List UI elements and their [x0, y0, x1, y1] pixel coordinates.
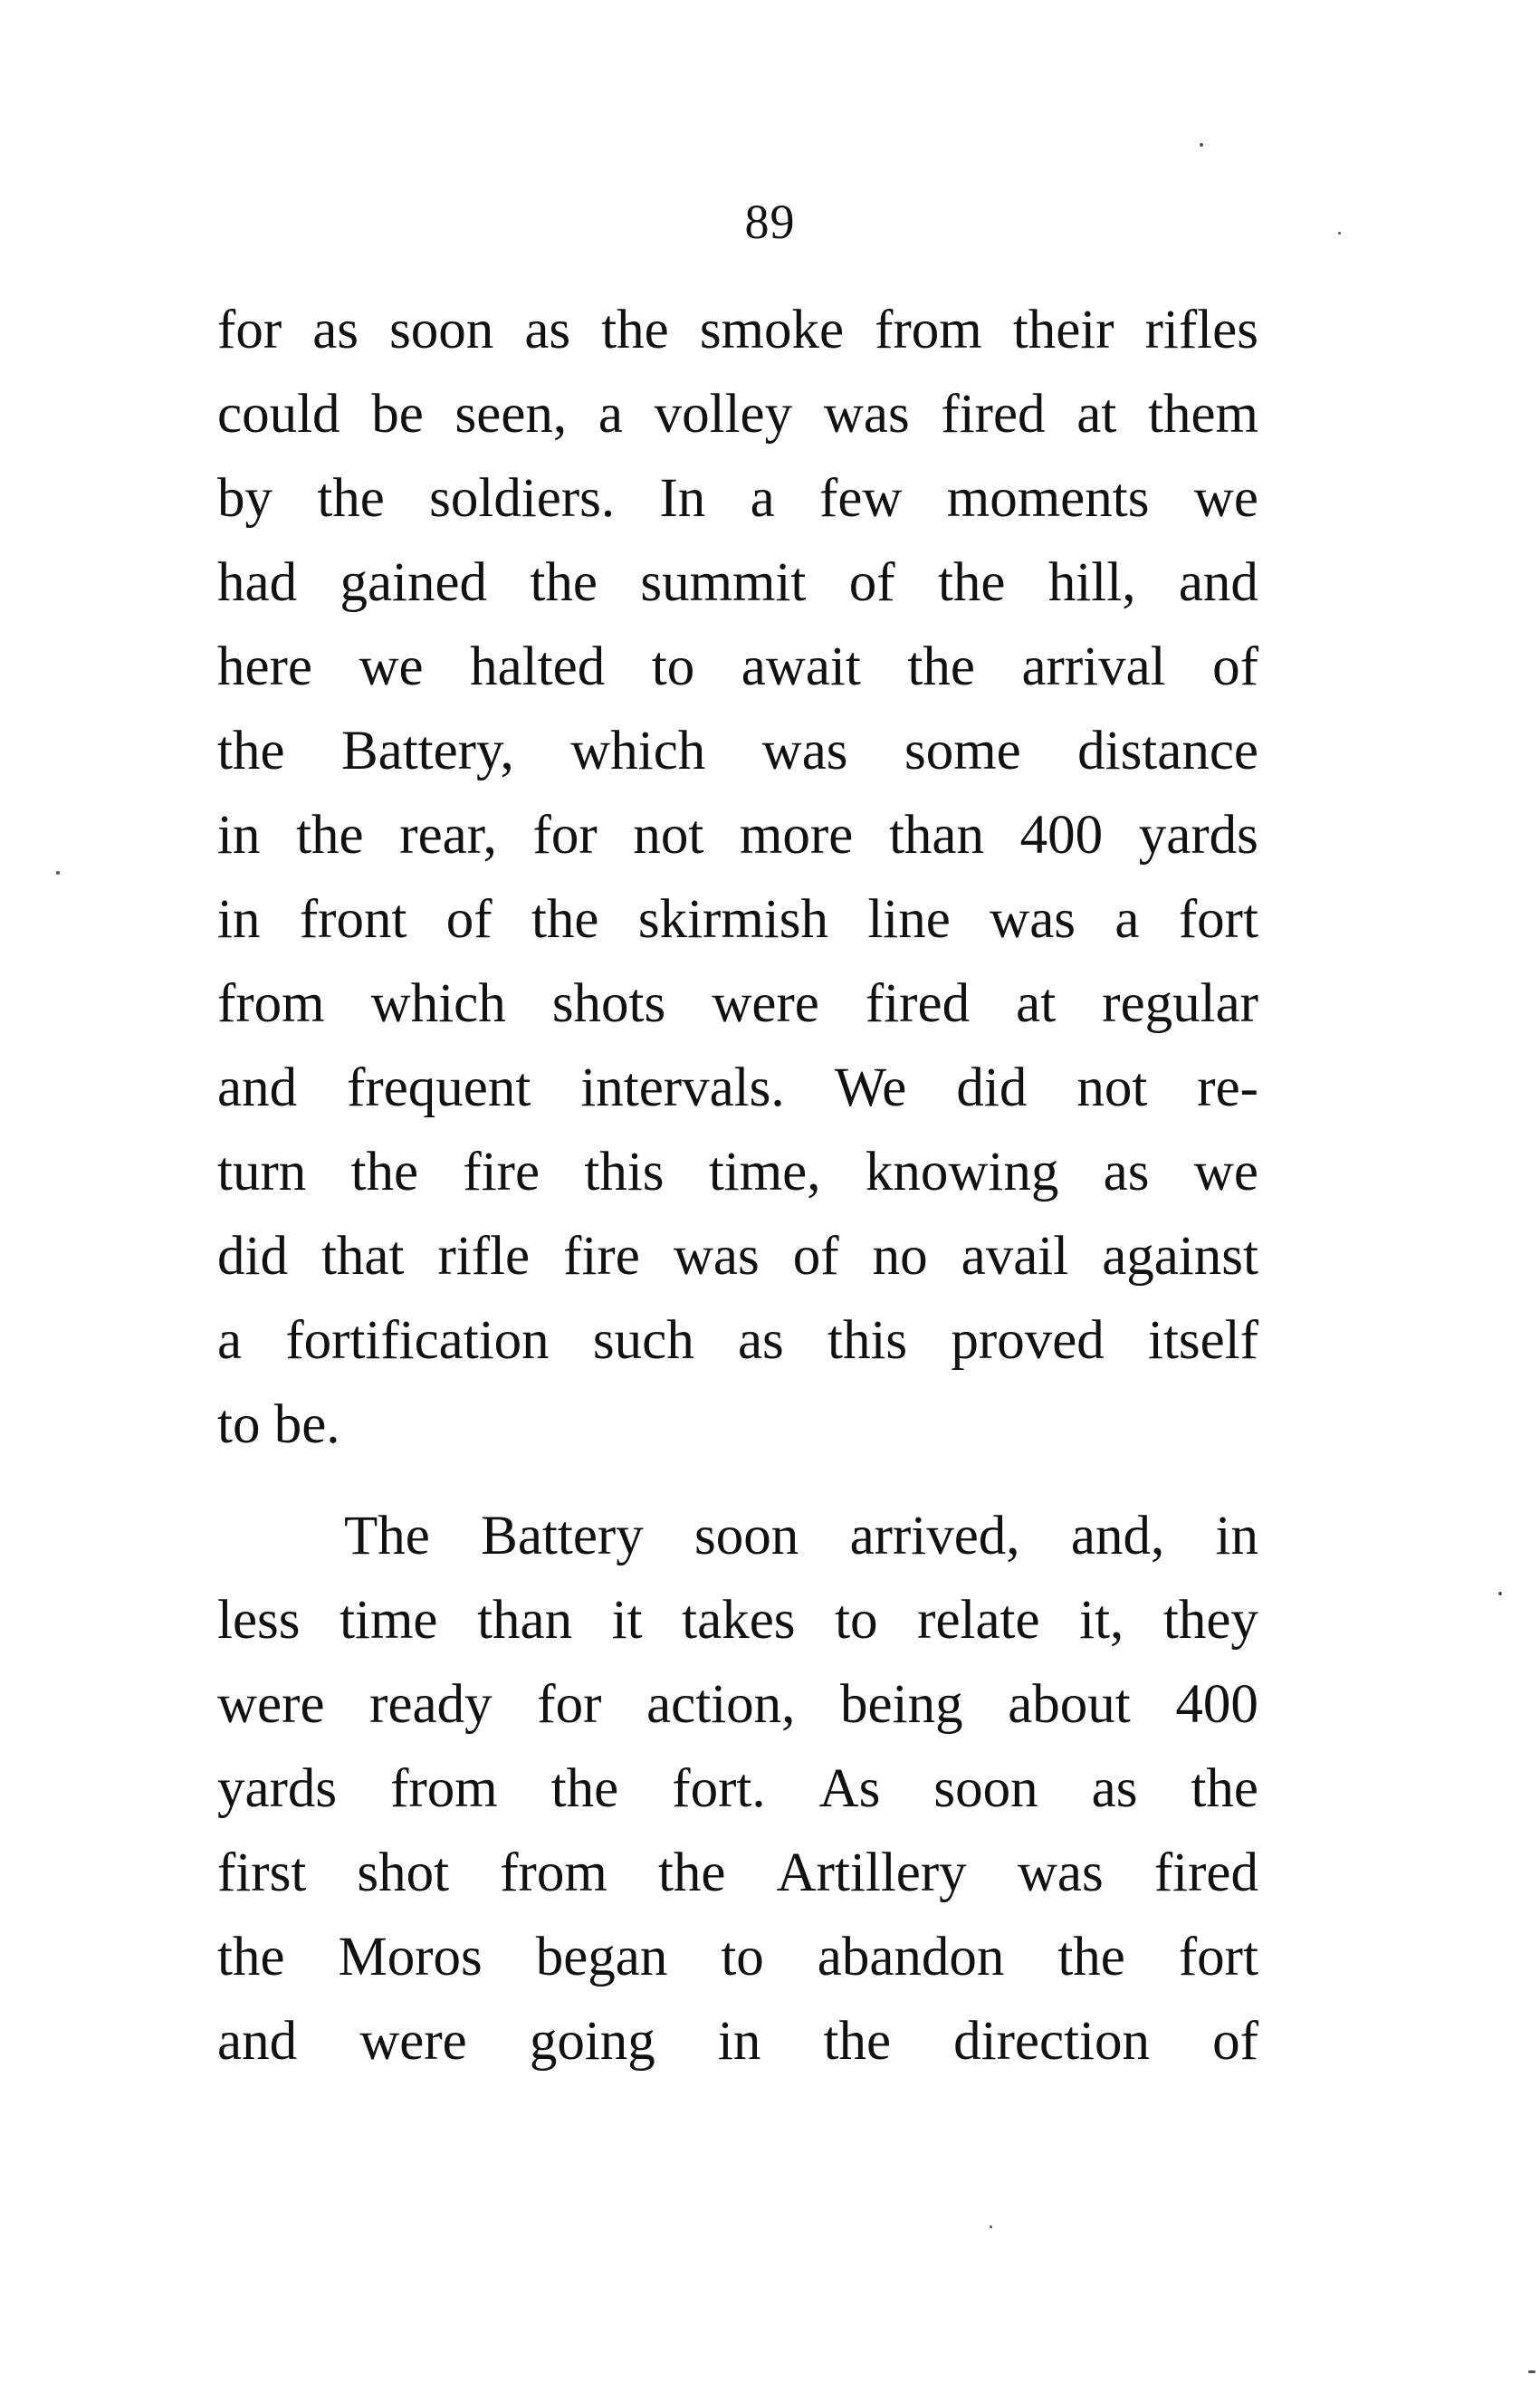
word: soon — [933, 1758, 1038, 1819]
word: gained — [340, 552, 488, 613]
paragraph-gap — [217, 1467, 1258, 1494]
word: fire — [563, 1226, 640, 1287]
word: could — [217, 384, 340, 445]
word: In — [659, 468, 706, 529]
word: knowing — [865, 1142, 1059, 1202]
word: Battery, — [340, 721, 514, 781]
word: the — [217, 721, 285, 781]
word: going — [529, 2011, 655, 2072]
word: takes — [682, 1590, 796, 1651]
scan-speck — [56, 871, 60, 875]
word: yards — [217, 1758, 338, 1819]
word: and — [1178, 552, 1258, 613]
word: to — [721, 1927, 764, 1987]
word: be — [371, 384, 424, 445]
word: fired — [865, 973, 971, 1034]
word: about — [1008, 1674, 1131, 1735]
word: the — [317, 468, 385, 529]
word: this — [827, 1310, 908, 1371]
word: await — [741, 637, 861, 697]
word: we — [1193, 468, 1258, 529]
word: which — [370, 973, 506, 1034]
word: fortification — [285, 1310, 550, 1371]
text-line — [217, 1298, 1258, 1383]
word: was — [673, 1226, 760, 1287]
word: of — [848, 552, 895, 613]
word: ready — [369, 1674, 493, 1735]
word: as — [1103, 1142, 1150, 1202]
text-line — [217, 962, 1258, 1046]
word: re- — [1197, 1058, 1258, 1118]
word: we — [1193, 1142, 1258, 1202]
text-line — [217, 1046, 1258, 1130]
word: fort — [1178, 1927, 1258, 1987]
word: fort. — [672, 1758, 766, 1819]
text-line — [217, 1747, 1258, 1831]
word: shot — [357, 1843, 450, 1903]
body-text — [217, 288, 1258, 2083]
word: were — [217, 1674, 325, 1735]
word: which — [570, 721, 706, 781]
word: not — [1076, 1058, 1148, 1118]
word: soon — [694, 1506, 799, 1566]
word: the — [350, 1142, 419, 1202]
scan-speck — [1338, 232, 1341, 235]
word: of — [445, 889, 493, 950]
word: Artillery — [776, 1843, 967, 1903]
word: itself — [1148, 1310, 1258, 1371]
word: as — [524, 300, 571, 360]
word: a — [1114, 889, 1140, 950]
word: turn — [217, 1142, 307, 1202]
word: 400 — [1019, 805, 1104, 866]
word: as — [1091, 1758, 1138, 1819]
word: regular — [1102, 973, 1258, 1034]
word: Moros — [338, 1927, 483, 1987]
word: volley — [654, 384, 793, 445]
word: hill, — [1047, 552, 1136, 613]
scan-speck — [1498, 1592, 1502, 1595]
word: began — [535, 1927, 668, 1987]
word: that — [320, 1226, 405, 1287]
word: frequent — [347, 1058, 531, 1118]
text-line — [217, 1662, 1258, 1747]
word: soon — [389, 300, 494, 360]
word: and — [217, 2011, 298, 2072]
word: first — [217, 1843, 307, 1903]
word: the — [937, 552, 1006, 613]
word: yards — [1138, 805, 1258, 866]
word: a — [598, 384, 623, 445]
word: relate — [917, 1590, 1040, 1651]
word: action, — [646, 1674, 796, 1735]
text-line — [217, 709, 1258, 793]
word: were — [712, 973, 819, 1034]
word: in — [217, 889, 261, 950]
text-line — [217, 288, 1258, 372]
word: fort — [1178, 889, 1258, 950]
word: it — [611, 1590, 643, 1651]
word: few — [819, 468, 903, 529]
word: at — [1016, 973, 1057, 1034]
text-line — [217, 877, 1258, 962]
word: fire — [463, 1142, 540, 1202]
page-number: 89 — [744, 195, 796, 249]
word: from — [875, 300, 982, 360]
text-line — [217, 541, 1258, 625]
word: to — [651, 637, 695, 697]
word: it, — [1079, 1590, 1124, 1651]
word: the — [217, 1927, 285, 1987]
word: arrived, — [849, 1506, 1020, 1566]
word: the — [823, 2011, 892, 2072]
word: front — [299, 889, 407, 950]
word: and — [217, 1058, 298, 1118]
word: intervals. — [580, 1058, 785, 1118]
word: Battery — [481, 1506, 644, 1566]
word: for — [537, 1674, 602, 1735]
word: direction — [953, 2011, 1150, 2072]
word: shots — [551, 973, 666, 1034]
text-line — [217, 1494, 1258, 1578]
word: by — [217, 468, 273, 529]
word: for — [532, 805, 598, 866]
word: rifle — [437, 1226, 531, 1287]
text-line: to be. — [217, 1394, 340, 1455]
word: such — [592, 1310, 694, 1371]
word: We — [834, 1058, 907, 1118]
word: the — [601, 300, 669, 360]
word: no — [872, 1226, 928, 1287]
word: time, — [708, 1142, 821, 1202]
scan-speck — [1200, 143, 1203, 147]
word: than — [888, 805, 984, 866]
word: soldiers. — [429, 468, 616, 529]
word: for — [217, 300, 282, 360]
word: time — [340, 1590, 438, 1651]
word: of — [792, 1226, 839, 1287]
word: fired — [1153, 1843, 1258, 1903]
word: to — [835, 1590, 878, 1651]
word: summit — [640, 552, 807, 613]
text-line — [217, 1915, 1258, 1999]
word: had — [217, 552, 298, 613]
word: The — [344, 1506, 430, 1566]
word: distance — [1077, 721, 1258, 781]
word: of — [1212, 637, 1258, 697]
word: in — [1215, 1506, 1258, 1566]
paragraph-1 — [217, 288, 1258, 1467]
word: the — [1191, 1758, 1258, 1819]
word: As — [818, 1758, 881, 1819]
word: the — [907, 637, 975, 697]
word: the — [657, 1843, 726, 1903]
paragraph-2 — [217, 1494, 1258, 2083]
text-line — [217, 1831, 1258, 1915]
word: from — [217, 973, 325, 1034]
word: we — [359, 637, 424, 697]
word: being — [840, 1674, 963, 1735]
word: and, — [1070, 1506, 1165, 1566]
word: this — [584, 1142, 665, 1202]
word: avail — [961, 1226, 1069, 1287]
word: against — [1102, 1226, 1258, 1287]
word: a — [750, 468, 775, 529]
scan-speck — [990, 2226, 992, 2228]
word: rifles — [1144, 300, 1258, 360]
word: fired — [941, 384, 1046, 445]
scan-speck — [1528, 2370, 1535, 2373]
word: the — [296, 805, 364, 866]
word: some — [904, 721, 1021, 781]
word: the — [1057, 1927, 1125, 1987]
word: them — [1148, 384, 1258, 445]
word: not — [633, 805, 704, 866]
word: as — [312, 300, 359, 360]
word: did — [956, 1058, 1028, 1118]
word: smoke — [699, 300, 845, 360]
text-line — [217, 1130, 1258, 1214]
word: were — [359, 2011, 467, 2072]
word: the — [531, 889, 599, 950]
word: more — [739, 805, 854, 866]
text-line — [217, 1999, 1258, 2083]
word: at — [1076, 384, 1117, 445]
text-line — [217, 1214, 1258, 1298]
text-line — [217, 372, 1258, 456]
word: rear, — [399, 805, 497, 866]
word: in — [217, 805, 261, 866]
word: line — [867, 889, 951, 950]
word: abandon — [817, 1927, 1005, 1987]
word: the — [530, 552, 598, 613]
word: was — [1017, 1843, 1104, 1903]
word: 400 — [1175, 1674, 1258, 1735]
word: they — [1162, 1590, 1258, 1651]
word: a — [217, 1310, 243, 1371]
word: here — [217, 637, 312, 697]
word: proved — [951, 1310, 1105, 1371]
word: than — [477, 1590, 573, 1651]
word: seen, — [454, 384, 568, 445]
text-line — [217, 456, 1258, 541]
word: skirmish — [637, 889, 828, 950]
word: was — [761, 721, 848, 781]
word: moments — [946, 468, 1150, 529]
word: from — [500, 1843, 607, 1903]
text-line — [217, 1578, 1258, 1662]
word: was — [990, 889, 1076, 950]
word: halted — [470, 637, 606, 697]
word: the — [550, 1758, 619, 1819]
word: from — [390, 1758, 498, 1819]
text-line — [217, 793, 1258, 877]
word: was — [823, 384, 910, 445]
word: less — [217, 1590, 301, 1651]
word: arrival — [1021, 637, 1166, 697]
word: as — [737, 1310, 784, 1371]
word: did — [217, 1226, 288, 1287]
text-line — [217, 625, 1258, 709]
word: in — [717, 2011, 761, 2072]
word: of — [1212, 2011, 1258, 2072]
word: their — [1012, 300, 1114, 360]
